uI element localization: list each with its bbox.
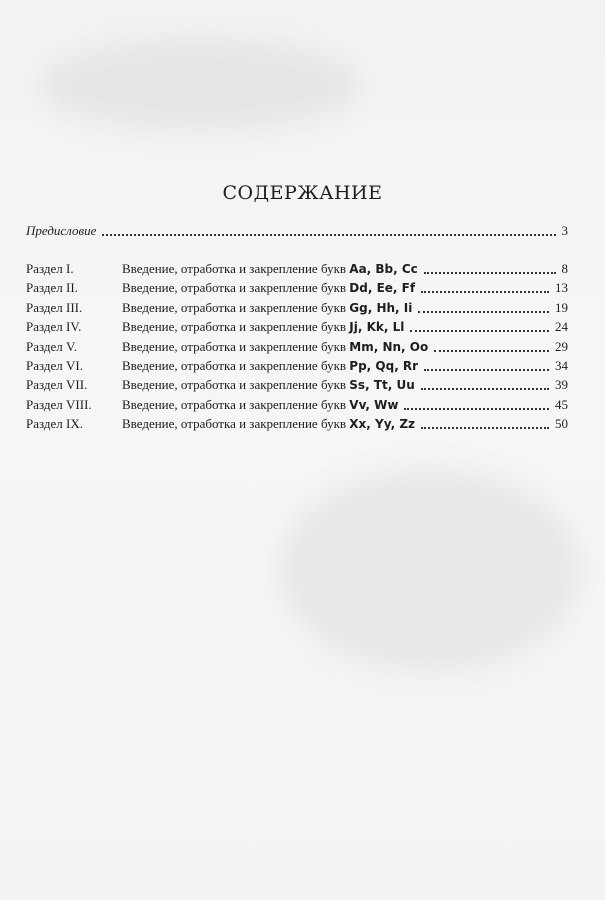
dot-leader	[421, 427, 549, 429]
toc-section-letters: Dd, Ee, Ff	[349, 281, 416, 296]
toc-section-label: Раздел VI.	[26, 358, 83, 373]
toc-section-text: Введение, отработка и закрепление букв	[122, 280, 350, 296]
toc-section-text: Введение, отработка и закрепление букв	[122, 261, 350, 276]
toc-section-text: Введение, отработка и закрепление букв	[122, 396, 350, 412]
toc-page-number: 34	[555, 358, 568, 373]
dot-leader	[410, 330, 549, 332]
toc-page-number: 39	[555, 377, 568, 393]
toc-section-title	[122, 299, 412, 317]
toc-section-label: Раздел V.	[26, 338, 77, 354]
toc-section-label: Раздел IX.	[26, 416, 83, 432]
toc-section-title	[122, 279, 415, 297]
dot-leader	[418, 311, 549, 313]
dot-leader	[424, 369, 549, 371]
toc-section-title	[122, 415, 415, 433]
toc-page-number: 8	[561, 261, 568, 276]
dot-leader	[421, 388, 549, 390]
toc-row	[26, 318, 568, 336]
toc-section-text: Введение, отработка и закрепление букв	[122, 377, 350, 393]
toc-page-number: 13	[555, 280, 568, 296]
toc-section-label: Раздел I.	[26, 261, 74, 276]
dot-leader	[102, 234, 555, 236]
toc-row	[26, 357, 568, 375]
toc-page-number: 24	[555, 319, 568, 335]
toc-row	[26, 279, 568, 297]
toc-section-letters: Gg, Hh, Ii	[349, 300, 413, 315]
toc-section-label: Раздел VII.	[26, 377, 88, 393]
toc-section-letters: Xx, Yy, Zz	[349, 417, 416, 432]
toc-section-text: Введение, отработка и закрепление букв	[122, 319, 350, 335]
toc-section-letters: Pp, Qq, Rr	[349, 359, 419, 373]
dot-leader	[404, 408, 549, 410]
toc-page-number: 50	[555, 416, 568, 432]
toc-page-number: 29	[555, 338, 568, 354]
toc-row	[26, 338, 568, 356]
toc-section-text: Введение, отработка и закрепление букв	[122, 338, 350, 354]
preface-label: Предисловие	[26, 223, 97, 238]
dot-leader	[434, 350, 549, 352]
toc-page-number: 19	[555, 299, 568, 315]
toc-section-text: Введение, отработка и закрепление букв	[122, 358, 350, 373]
show-through-smudge	[280, 470, 580, 670]
toc-preface-row	[26, 222, 568, 240]
toc-row	[26, 299, 568, 317]
toc-section-title	[122, 338, 428, 356]
toc-section-letters: Ss, Tt, Uu	[349, 378, 415, 393]
toc-section-text: Введение, отработка и закрепление букв	[122, 299, 350, 315]
toc-section-label: Раздел IV.	[26, 319, 82, 335]
toc-section-text: Введение, отработка и закрепление букв	[122, 416, 350, 432]
toc-row	[26, 415, 568, 433]
toc-section-label: Раздел III.	[26, 299, 83, 315]
toc-section-title	[122, 357, 418, 375]
toc-section-letters: Mm, Nn, Oo	[349, 339, 429, 354]
toc-row	[26, 376, 568, 394]
toc-section-title	[122, 318, 404, 336]
toc-section-letters: Aa, Bb, Cc	[349, 262, 418, 276]
show-through-smudge	[40, 40, 360, 130]
toc-section-title	[122, 260, 418, 278]
toc-section-letters: Vv, Ww	[349, 397, 399, 412]
toc-row	[26, 260, 568, 278]
toc-section-title	[122, 376, 415, 394]
toc-section-label: Раздел VIII.	[26, 396, 92, 412]
toc-section-title	[122, 396, 398, 414]
dot-leader	[424, 272, 556, 274]
toc-page-number: 3	[561, 223, 568, 238]
dot-leader	[421, 291, 549, 293]
toc-section-label: Раздел II.	[26, 280, 78, 296]
toc-title: СОДЕРЖАНИЕ	[222, 182, 383, 204]
toc-row	[26, 396, 568, 414]
toc-page-number: 45	[555, 396, 568, 412]
toc-section-letters: Jj, Kk, Ll	[349, 320, 405, 335]
